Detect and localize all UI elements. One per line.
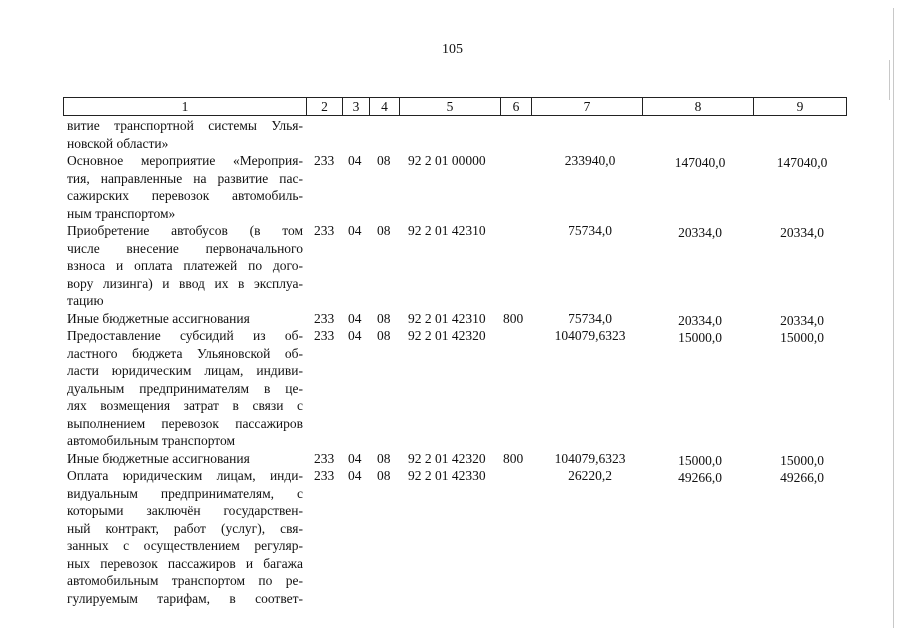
row-description-line: ных перевозок пассажиров и багажа (67, 555, 303, 571)
row-description-line: Предоставление субсидий из об- (67, 328, 303, 343)
row-description-line: Основное мероприятие «Мероприя- (67, 153, 303, 168)
row-description-line: вору лизинга) и ввод их в эксплуа- (67, 275, 303, 291)
cell-col-8: 20334,0 (678, 312, 722, 328)
row-description-line: автомобильным транспортом (67, 433, 236, 448)
cell-col-2: 233 (314, 328, 335, 343)
header-col-2: 2 (307, 98, 343, 115)
row-description-line: лях возмещения затрат в связи с (67, 398, 303, 413)
cell-col-4: 08 (377, 310, 391, 326)
cell-col-2: 233 (314, 223, 335, 238)
header-col-5: 5 (400, 98, 501, 115)
row-description-line: видуальным предпринимателям, с (67, 485, 303, 501)
row-description-line: выполнением перевозок пассажиров (67, 415, 303, 431)
cell-col-6: 800 (503, 450, 524, 466)
cell-col-9: 20334,0 (780, 225, 824, 240)
row-description-line: витие транспортной системы Улья- (67, 118, 303, 133)
cell-col-9: 15000,0 (780, 330, 824, 345)
row-description-line: сажирских перевозок автомобиль- (67, 188, 303, 203)
cell-col-7: 75734,0 (568, 310, 612, 326)
cell-col-3: 04 (348, 328, 362, 343)
row-description (67, 327, 303, 450)
row-description-line: Иные бюджетные ассигнования (67, 450, 250, 466)
cell-col-4: 08 (377, 468, 391, 483)
row-description-line: Оплата юридическим лицам, инди- (67, 468, 303, 483)
row-description (67, 450, 303, 468)
cell-col-3: 04 (348, 153, 362, 168)
cell-col-3: 04 (348, 468, 362, 483)
cell-col-2: 233 (314, 310, 335, 326)
row-description-line: занных с осуществлением регуляр- (67, 538, 303, 553)
cell-col-7: 233940,0 (564, 153, 616, 168)
cell-col-8: 147040,0 (674, 155, 726, 170)
cell-col-4: 08 (377, 223, 391, 238)
cell-col-8: 20334,0 (678, 225, 722, 240)
row-description (67, 152, 303, 222)
cell-col-7: 26220,2 (568, 468, 612, 483)
cell-col-3: 04 (348, 310, 362, 326)
row-description-line: новской области» (67, 135, 169, 151)
cell-col-5: 92 2 01 42320 (408, 450, 486, 466)
row-description (67, 467, 303, 607)
cell-col-2: 233 (314, 153, 335, 168)
row-description-line: ный контракт, работ (услуг), свя- (67, 520, 303, 536)
cell-col-7: 104079,6323 (554, 450, 626, 466)
cell-col-5: 92 2 01 00000 (408, 153, 486, 168)
row-description-line: ласти юридическим лицам, индиви- (67, 363, 303, 378)
cell-col-9: 20334,0 (780, 312, 824, 328)
page-number: 105 (442, 42, 463, 57)
cell-col-9: 15000,0 (780, 452, 824, 468)
header-col-9: 9 (796, 99, 804, 114)
cell-col-8: 49266,0 (678, 470, 722, 485)
cell-col-4: 08 (377, 450, 391, 466)
cell-col-2: 233 (314, 450, 335, 466)
cell-col-2: 233 (314, 468, 335, 483)
cell-col-4: 08 (377, 153, 391, 168)
scan-artifact-right-edge-2 (889, 60, 890, 100)
scan-artifact-right-edge (893, 8, 894, 628)
row-description (67, 310, 303, 328)
row-description-line: которыми заключён государствен- (67, 503, 303, 518)
row-description-line: гулируемым тарифам, в соответ- (67, 590, 303, 606)
header-col-7: 7 (532, 98, 643, 115)
row-description-line: ным транспортом» (67, 205, 176, 221)
cell-col-4: 08 (377, 328, 391, 343)
cell-col-5: 92 2 01 42320 (408, 328, 486, 343)
row-description-line: Приобретение автобусов (в том (67, 223, 303, 238)
row-description-line: ластного бюджета Ульяновской об- (67, 345, 303, 361)
header-col-1: 1 (64, 98, 307, 115)
header-col-6: 6 (501, 98, 532, 115)
cell-col-7: 75734,0 (568, 223, 612, 238)
table-header-row (63, 97, 847, 116)
cell-col-5: 92 2 01 42310 (408, 223, 486, 238)
cell-col-8: 15000,0 (678, 452, 722, 468)
cell-col-8: 15000,0 (678, 330, 722, 345)
header-col-3: 3 (343, 98, 370, 115)
row-description-line: Иные бюджетные ассигнования (67, 310, 250, 326)
cell-col-9: 49266,0 (780, 470, 824, 485)
cell-col-3: 04 (348, 223, 362, 238)
cell-col-5: 92 2 01 42310 (408, 310, 486, 326)
row-description-line: тацию (67, 293, 104, 308)
row-description (67, 117, 303, 152)
cell-col-6: 800 (503, 310, 524, 326)
row-description-line: тия, направленные на развитие пас- (67, 170, 303, 186)
header-col-4: 4 (370, 98, 400, 115)
row-description (67, 222, 303, 310)
row-description-line: взноса и оплата платежей по дого- (67, 258, 303, 273)
row-description-line: автомобильным транспортом по ре- (67, 573, 303, 588)
header-col-8: 8 (643, 98, 754, 115)
cell-col-5: 92 2 01 42330 (408, 468, 486, 483)
cell-col-7: 104079,6323 (554, 328, 626, 343)
row-description-line: числе внесение первоначального (67, 240, 303, 256)
cell-col-3: 04 (348, 450, 362, 466)
cell-col-9: 147040,0 (776, 155, 828, 170)
row-description-line: дуальным предпринимателям в це- (67, 380, 303, 396)
